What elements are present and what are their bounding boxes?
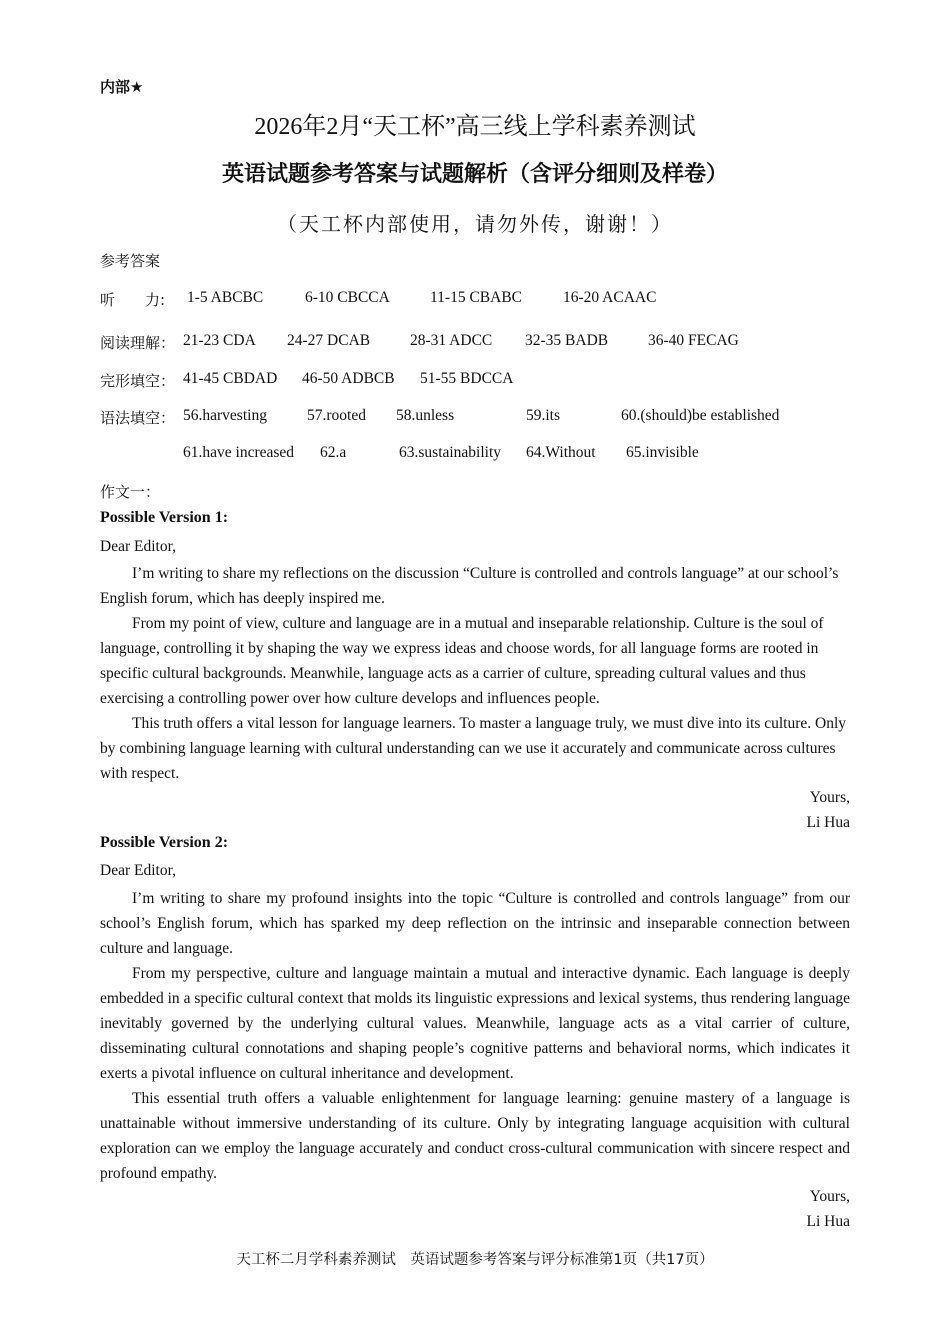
answer-label: 听 力: (100, 291, 166, 309)
version-1-title: Possible Version 1: (100, 509, 229, 526)
answer-item: 46-50 ADBCB (302, 370, 395, 387)
closing: Yours, (809, 1188, 850, 1205)
essay-paragraph: I’m writing to share my profound insights into the topic “Culture is controlled and controls language” from our school’s English forum, which has sparked my deep reflection on the intrinsic and inseparable connection between culture and language. (100, 890, 850, 957)
cloze-answers-row (100, 370, 860, 392)
listening-answers-row (100, 289, 860, 311)
signature: Li Hua (806, 1213, 850, 1230)
answer-item: 11-15 CBABC (430, 289, 523, 306)
answer-item: 28-31 ADCC (410, 332, 493, 349)
signature: Li Hua (806, 814, 850, 831)
page-footer: 天工杯二月学科素养测试 英语试题参考答案与评分标准第1页（共17页） (236, 1252, 714, 1268)
answer-item: 64.Without (526, 444, 596, 461)
answer-item: 6-10 CBCCA (305, 289, 390, 306)
answers-heading: 参考答案 (100, 252, 161, 270)
essay-paragraph: This truth offers a vital lesson for language learners. To master a language truly, we must dive into its culture. Only by combining language learning with cultural understanding can we use it accurately and communicate across cultures with respect. (100, 715, 847, 782)
answer-item: 60.(should)be established (621, 407, 780, 424)
answer-item: 16-20 ACAAC (563, 289, 657, 306)
answer-item: 41-45 CBDAD (183, 370, 278, 387)
answer-label: 阅读理解： (100, 334, 176, 352)
answer-item: 21-23 CDA (183, 332, 256, 349)
answer-item: 36-40 FECAG (648, 332, 739, 349)
answer-item: 1-5 ABCBC (187, 289, 264, 306)
answer-item: 62.a (320, 444, 347, 461)
version-1-body (100, 561, 850, 786)
answer-item: 65.invisible (626, 444, 699, 461)
page-subtitle: 英语试题参考答案与试题解析（含评分细则及样卷） (221, 162, 728, 187)
answer-item: 59.its (526, 407, 561, 424)
version-2-salutation: Dear Editor, (100, 862, 176, 879)
essay-paragraph: From my point of view, culture and language are in a mutual and inseparable relationship. Culture is the soul of language, controlling it by shaping the way we express ideas and choose words, for all language forms are rooted in specific cultural backgrounds. Meanwhile, language acts as a carrier of culture, spreading cultural values and thus exercising a controlling power over how culture develops and influences people. (100, 615, 824, 707)
answer-item: 51-55 BDCCA (420, 370, 514, 387)
version-1-salutation: Dear Editor, (100, 538, 176, 555)
essay-paragraph: This essential truth offers a valuable enlightenment for language learning: genuine mastery of a language is unattainable without immersive understanding of its culture. Only by integrating language acquisition with cultural exploration can we employ the language accurately and conduct cross-cultural communication with sincere respect and profound empathy. (100, 1090, 850, 1182)
grammar-answers-row (100, 407, 860, 429)
answer-label: 语法填空： (100, 409, 176, 427)
answer-item: 58.unless (396, 407, 455, 424)
essay-paragraph: From my perspective, culture and language maintain a mutual and interactive dynamic. Each language is deeply embedded in a specific cultural context that molds its linguistic expressions and lexical systems, thus rendering language inevitably governed by the underlying cultural values. Meanwhile, language acts as a vital carrier of culture, disseminating cultural connotations and shaping people’s cognitive patterns and behavioral norms, which indicates it exerts a pivotal influence on cultural inheritance and development. (100, 965, 850, 1082)
version-2-signoff (807, 1184, 850, 1234)
answer-item: 57.rooted (307, 407, 366, 424)
answer-item: 32-35 BADB (525, 332, 609, 349)
page-title: 2026年2月“天工杯”高三线上学科素养测试 (254, 114, 696, 140)
usage-notice: （天工杯内部使用，请勿外传，谢谢！） (277, 212, 673, 236)
essay-heading: 作文一： (100, 483, 161, 501)
answer-item: 56.harvesting (183, 407, 267, 424)
essay-paragraph: I’m writing to share my reflections on the discussion “Culture is controlled and controls language” at our school’s English forum, which has deeply inspired me. (100, 565, 839, 607)
version-2-title: Possible Version 2: (100, 834, 229, 851)
version-1-signoff (807, 785, 850, 835)
closing: Yours, (809, 789, 850, 806)
reading-answers-row (100, 332, 860, 354)
answer-item: 63.sustainability (399, 444, 502, 461)
answer-item: 61.have increased (183, 444, 295, 461)
answer-item: 24-27 DCAB (287, 332, 371, 349)
answer-label: 完形填空： (100, 372, 176, 390)
version-2-body (100, 886, 850, 1186)
internal-tag: 内部★ (100, 78, 144, 96)
grammar-answers-row-2 (100, 444, 860, 466)
